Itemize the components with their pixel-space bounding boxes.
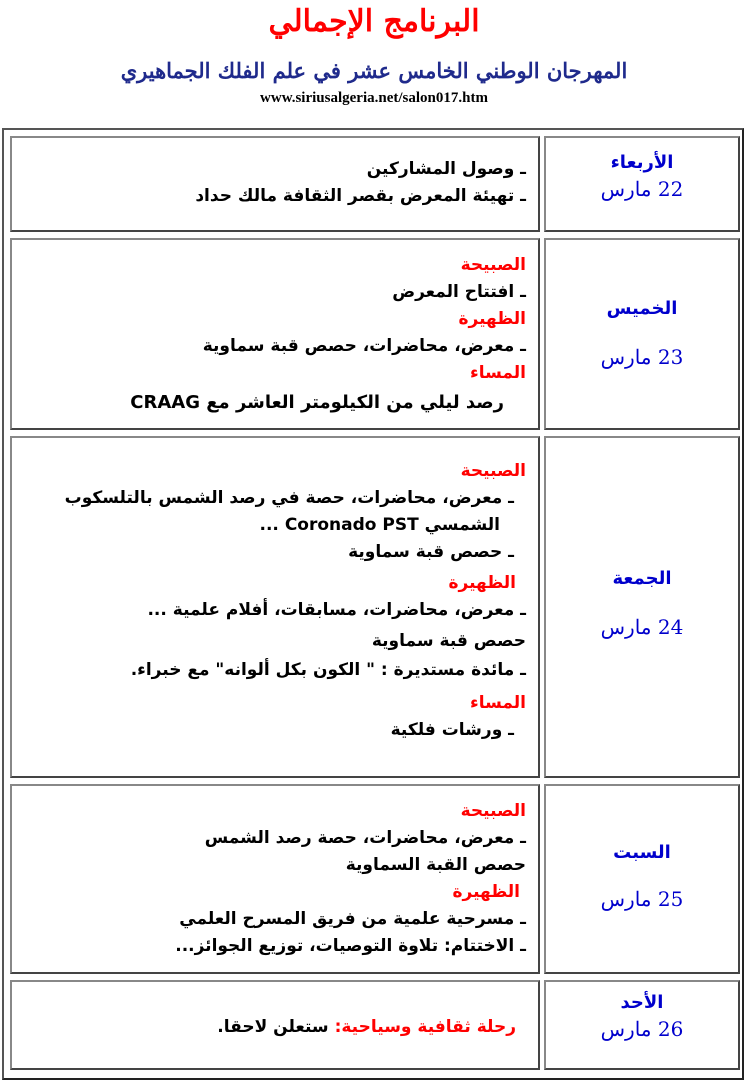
schedule-item: الشمسي Coronado PST ...	[259, 515, 500, 535]
program-table	[2, 128, 744, 1080]
period-label: المساء	[470, 693, 526, 713]
source-url: www.siriusalgeria.net/salon017.htm	[260, 90, 488, 106]
day-name: السبت	[613, 842, 671, 863]
period-label: الصبيحة	[460, 461, 526, 481]
day-date: 24 مارس	[600, 615, 684, 639]
schedule-item: ـ وصول المشاركين	[12, 156, 526, 183]
schedule-item: ـ معرض، محاضرات، حصة في رصد الشمس بالتلسكوب	[12, 485, 526, 512]
schedule-item: رصد ليلي من الكيلومتر العاشر مع CRAAG	[130, 392, 504, 413]
schedule-item: ـ ورشات فلكية	[12, 717, 526, 744]
day-date: 22 مارس	[600, 177, 684, 201]
day-name: الأربعاء	[610, 152, 674, 173]
schedule-cell	[10, 784, 540, 974]
day-date: 23 مارس	[600, 345, 684, 369]
day-cell	[544, 238, 740, 430]
schedule-item: ـ معرض، محاضرات، مسابقات، أفلام علمية ...	[12, 597, 526, 624]
schedule-item: ـ الاختتام: تلاوة التوصيات، توزيع الجوائز...	[12, 933, 526, 960]
period-label: الظهيرة	[448, 573, 516, 593]
schedule-cell	[10, 238, 540, 430]
day-date: 26 مارس	[600, 1017, 684, 1041]
schedule-item: ـ تهيئة المعرض بقصر الثقافة مالك حداد	[12, 183, 526, 210]
period-label: الظهيرة	[458, 309, 526, 329]
day-date: 25 مارس	[600, 887, 684, 911]
day-cell	[544, 980, 740, 1070]
day-cell	[544, 136, 740, 232]
schedule-item: حصص القبة السماوية	[345, 855, 526, 875]
period-label: الظهيرة	[452, 882, 520, 902]
schedule-item: ـ حصص قبة سماوية	[12, 539, 526, 566]
day-cell	[544, 436, 740, 778]
day-name: الأحد	[620, 992, 664, 1013]
schedule-cell	[10, 136, 540, 232]
excursion-line	[12, 1014, 526, 1041]
table-row	[4, 136, 742, 232]
table-row	[4, 784, 742, 974]
schedule-item: ـ افتتاح المعرض	[12, 279, 526, 306]
schedule-cell	[10, 980, 540, 1070]
schedule-item: ـ معرض، محاضرات، حصص قبة سماوية	[12, 333, 526, 360]
excursion-note: ستعلن لاحقا.	[217, 1017, 329, 1037]
day-cell	[544, 784, 740, 974]
schedule-item: ـ معرض، محاضرات، حصة رصد الشمس	[12, 825, 526, 852]
period-label: الصبيحة	[460, 255, 526, 275]
table-row	[4, 980, 742, 1070]
day-name: الجمعة	[612, 568, 672, 589]
period-label: المساء	[470, 363, 526, 383]
page-title: البرنامج الإجمالي	[268, 4, 480, 39]
schedule-item: ـ مائدة مستديرة : " الكون بكل ألوانه" مع خبراء.	[12, 657, 526, 684]
schedule-item: حصص قبة سماوية	[371, 631, 526, 651]
schedule-cell	[10, 436, 540, 778]
excursion-label: رحلة ثقافية وسياحية:	[334, 1017, 516, 1037]
table-row	[4, 436, 742, 778]
page-subtitle: المهرجان الوطني الخامس عشر في علم الفلك الجماهيري	[120, 58, 628, 83]
table-row	[4, 238, 742, 430]
period-label: الصبيحة	[460, 801, 526, 821]
schedule-item: ـ مسرحية علمية من فريق المسرح العلمي	[12, 906, 526, 933]
day-name: الخميس	[606, 298, 678, 319]
